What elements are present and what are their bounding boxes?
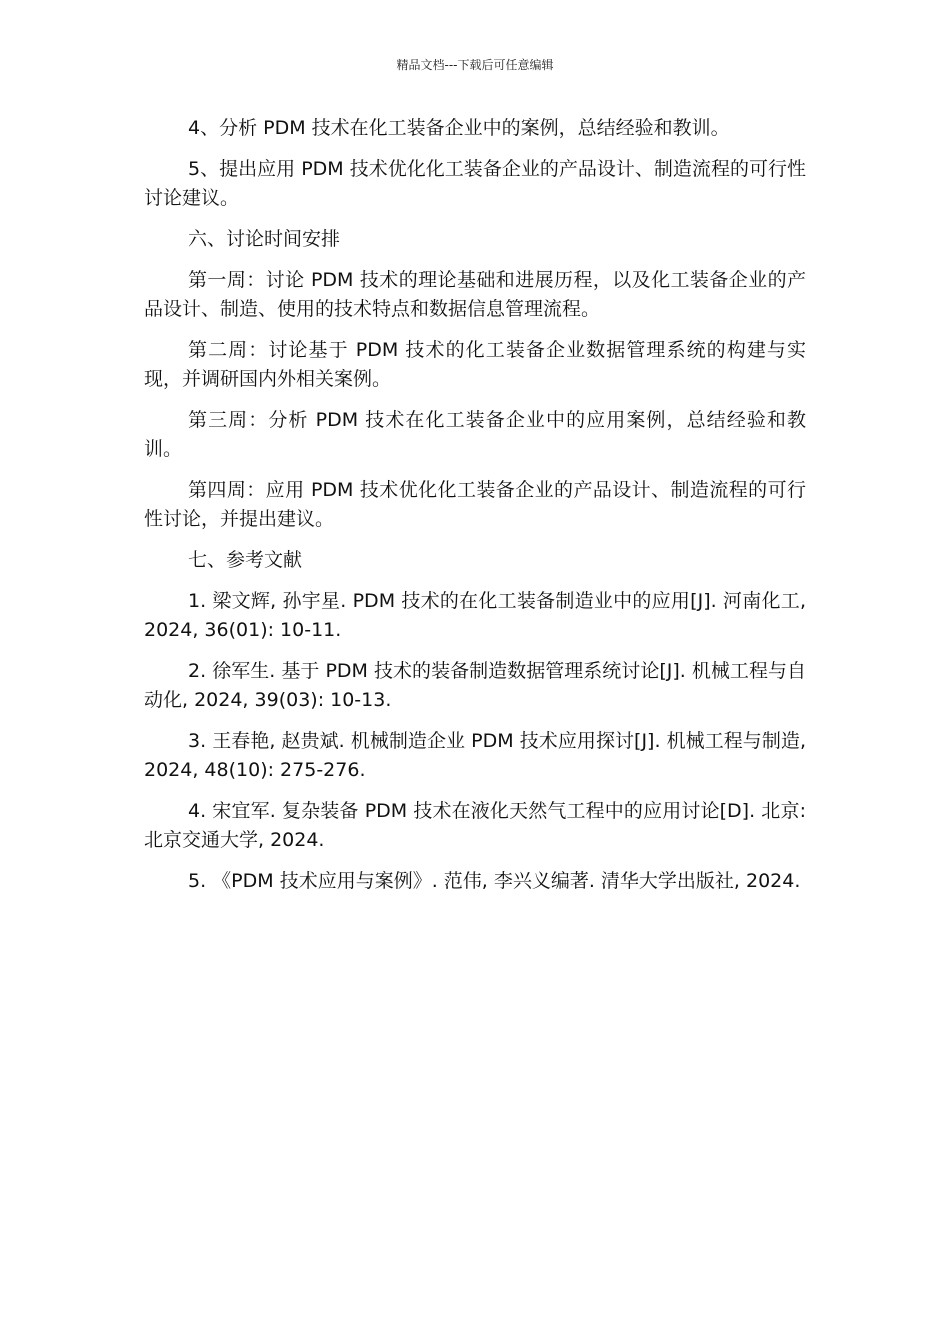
reference-4: 4. 宋宜军. 复杂装备 PDM 技术在液化天然气工程中的应用讨论[D]. 北京: 北京交通大学, 2024. (144, 800, 806, 851)
reference-2: 2. 徐军生. 基于 PDM 技术的装备制造数据管理系统讨论[J]. 机械工程与自动化, 2024, 39(03): 10-13. (144, 660, 806, 711)
reference-5: 5. 《PDM 技术应用与案例》. 范伟, 李兴义编著. 清华大学出版社, 2024. (188, 870, 801, 892)
reference-1: 1. 梁文辉, 孙宇星. PDM 技术的在化工装备制造业中的应用[J]. 河南化工, 2024, 36(01): 10-11. (144, 590, 806, 641)
item-5-feasibility-proposal: 5、提出应用 PDM 技术优化化工装备企业的产品设计、制造流程的可行性讨论建议。 (144, 158, 806, 209)
schedule-week-4: 第四周：应用 PDM 技术优化化工装备企业的产品设计、制造流程的可行性讨论，并提出建议。 (144, 479, 806, 530)
schedule-week-1: 第一周：讨论 PDM 技术的理论基础和进展历程，以及化工装备企业的产品设计、制造、使用的技术特点和数据信息管理流程。 (144, 269, 806, 320)
section-heading-schedule: 六、讨论时间安排 (188, 228, 341, 250)
item-4-case-analysis: 4、分析 PDM 技术在化工装备企业中的案例，总结经验和教训。 (188, 117, 730, 139)
schedule-week-2: 第二周：讨论基于 PDM 技术的化工装备企业数据管理系统的构建与实现，并调研国内外相关案例。 (144, 339, 806, 390)
document-body (144, 114, 806, 908)
schedule-week-3: 第三周：分析 PDM 技术在化工装备企业中的应用案例，总结经验和教训。 (144, 409, 806, 460)
header-note: 精品文档---下载后可任意编辑 (396, 58, 554, 72)
reference-3: 3. 王春艳, 赵贵斌. 机械制造企业 PDM 技术应用探讨[J]. 机械工程与制造, 2024, 48(10): 275-276. (144, 730, 806, 781)
section-heading-references: 七、参考文献 (188, 549, 303, 571)
